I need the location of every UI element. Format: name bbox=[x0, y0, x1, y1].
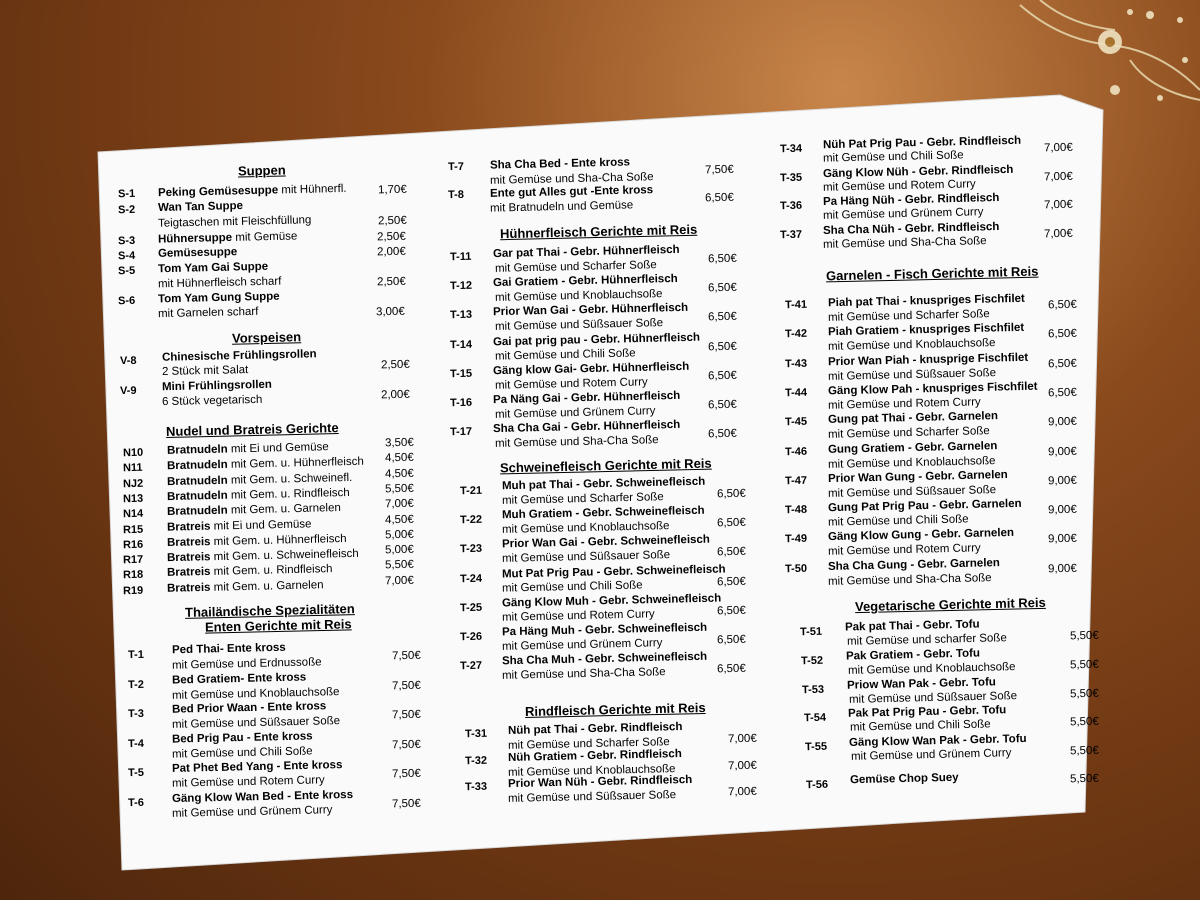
dish-desc: mit Gemüse und Erdnussoße bbox=[171, 656, 322, 672]
dish-code: T-6 bbox=[127, 796, 145, 809]
dish-code: T-47 bbox=[784, 474, 808, 488]
dish-name: Chinesische Frühlingsrollen bbox=[161, 348, 317, 364]
dish-desc: mit Gemüse und Rotem Curry bbox=[171, 774, 325, 790]
dish-code: T-35 bbox=[779, 171, 803, 184]
dish-desc: mit Gemüse und Rotem Curry bbox=[822, 177, 976, 194]
dish-price: 7,00€ bbox=[727, 759, 757, 772]
dish-desc: mit Gemüse und Scharfer Soße bbox=[827, 308, 990, 324]
dish-name: Nüh Gratiem - Gebr. Rindfleisch bbox=[507, 747, 682, 764]
dish-price: 6,50€ bbox=[716, 516, 746, 530]
dish-code: T-23 bbox=[459, 543, 483, 556]
dish-price: 6,50€ bbox=[707, 311, 737, 324]
dish-desc: mit Gemüse und Knoblauchsoße bbox=[501, 520, 670, 537]
dish-price: 9,00€ bbox=[1047, 503, 1077, 517]
dish-name: Pa Häng Nüh - Gebr. Rindfleisch bbox=[822, 192, 1000, 208]
dish-name: Nüh Pat Prig Pau - Gebr. Rindfleisch bbox=[822, 134, 1022, 152]
heading-vorspeisen: Vorspeisen bbox=[231, 329, 302, 346]
dish-price: 4,50€ bbox=[384, 451, 414, 465]
dish-name: Tom Yam Gung Suppe bbox=[157, 290, 280, 306]
dish-price: 6,50€ bbox=[716, 546, 746, 559]
dish-price: 6,50€ bbox=[1047, 327, 1077, 341]
dish-name: Muh pat Thai - Gebr. Schweinefleisch bbox=[501, 475, 706, 493]
dish-desc: mit Gemüse und Chili Soße bbox=[827, 513, 969, 529]
dish-code: T-13 bbox=[449, 309, 473, 322]
dish-price: 6,50€ bbox=[707, 252, 737, 266]
dish-desc: mit Gemüse und Rotem Curry bbox=[827, 396, 981, 412]
dish-desc: mit Gemüse und Chili Soße bbox=[501, 579, 643, 595]
dish-desc: mit Gemüse und Chili Soße bbox=[849, 718, 991, 734]
dish-name: Gäng Klow Muh - Gebr. Schweinefleisch bbox=[501, 592, 722, 610]
dish-code: T-2 bbox=[127, 678, 145, 691]
dish-code: T-49 bbox=[784, 533, 808, 546]
dish-code: S-2 bbox=[117, 203, 136, 217]
dish-desc: mit Gemüse und Süßsauer Soße bbox=[827, 483, 997, 500]
dish-desc: mit Gemüse und Knoblauchsoße bbox=[171, 685, 340, 702]
dish-name: Gung pat Thai - Gebr. Garnelen bbox=[827, 410, 999, 427]
dish-name: Bratnudeln mit Gem. u. Hühnerfleisch bbox=[166, 456, 364, 473]
dish-desc: mit Gemüse und Süßsauer Soße bbox=[171, 715, 341, 731]
dish-code: T-21 bbox=[459, 484, 483, 498]
heading-thai: Thailändische Spezialitäten bbox=[184, 601, 355, 620]
dish-name: Gar pat Thai - Gebr. Hühnerfleisch bbox=[492, 243, 680, 261]
dish-name: Teigtaschen mit Fleischfüllung bbox=[157, 214, 312, 230]
dish-name: Gäng Klow Gung - Gebr. Garnelen bbox=[827, 527, 1015, 544]
dish-name: Bratnudeln mit Gem. u. Rindfleisch bbox=[166, 486, 350, 503]
dish-code: T-41 bbox=[784, 298, 808, 312]
dish-desc: mit Gemüse und Süßsauer Soße bbox=[848, 689, 1018, 706]
dish-code: T-55 bbox=[804, 740, 827, 754]
dish-code: T-52 bbox=[801, 654, 824, 668]
dish-code: T-50 bbox=[784, 562, 808, 575]
dish-code: T-56 bbox=[805, 778, 829, 792]
dish-desc: mit Gemüse und Sha-Cha Soße bbox=[822, 234, 987, 251]
dish-price: 5,50€ bbox=[1069, 629, 1099, 643]
dish-code: T-11 bbox=[449, 250, 472, 264]
dish-desc: mit Gemüse und Grünem Curry bbox=[822, 206, 984, 222]
dish-code: T-44 bbox=[784, 386, 808, 400]
dish-desc: mit Gemüse und Knoblauchsoße bbox=[494, 288, 663, 305]
dish-desc: mit Gemüse und Scharfer Soße bbox=[501, 491, 664, 507]
dish-code: S-6 bbox=[117, 294, 136, 308]
dish-price: 6,50€ bbox=[716, 575, 746, 588]
dish-price: 4,50€ bbox=[384, 467, 414, 480]
dish-code: T-42 bbox=[784, 328, 808, 341]
dish-price: 6,50€ bbox=[707, 398, 737, 412]
dish-name: Gäng Klow Wan Pak - Gebr. Tofu bbox=[848, 733, 1027, 750]
dish-name: Bratreis mit Gem. u. Hühnerfleisch bbox=[166, 532, 347, 549]
dish-name: Bratreis mit Gem. u. Garnelen bbox=[166, 578, 324, 595]
dish-code: R15 bbox=[122, 523, 144, 536]
dish-desc: mit Bratnudeln und Gemüse bbox=[489, 199, 634, 215]
dish-name: Tom Yam Gai Suppe bbox=[157, 260, 269, 276]
dish-name: Muh Gratiem - Gebr. Schweinefleisch bbox=[501, 504, 705, 522]
dish-price: 7,00€ bbox=[727, 785, 757, 799]
dish-price: 9,00€ bbox=[1047, 474, 1077, 488]
dish-name: 6 Stück vegetarisch bbox=[161, 393, 263, 409]
dish-name: Gäng Klow Nüh - Gebr. Rindfleisch bbox=[822, 163, 1014, 180]
dish-desc: mit Gemüse und Süßsauer Soße bbox=[501, 549, 671, 566]
dish-desc: mit Gemüse und Scharfer Soße bbox=[494, 259, 657, 275]
dish-name: Pa Häng Muh - Gebr. Schweinefleisch bbox=[501, 621, 708, 639]
dish-code: T-25 bbox=[459, 601, 483, 615]
dish-price: 5,00€ bbox=[384, 543, 414, 557]
dish-name: Wan Tan Suppe bbox=[157, 200, 244, 214]
dish-price: 9,00€ bbox=[1047, 415, 1077, 429]
dish-name: Gäng Klow Pah - knuspriges Fischfilet bbox=[827, 380, 1038, 398]
dish-desc: mit Gemüse und Knoblauchsoße bbox=[827, 454, 996, 471]
dish-name: Nüh pat Thai - Gebr. Rindfleisch bbox=[507, 721, 683, 737]
dish-code: T-24 bbox=[459, 572, 483, 585]
dish-code: T-51 bbox=[799, 625, 823, 639]
dish-name: Bed Gratiem- Ente kross bbox=[171, 670, 307, 687]
dish-price: 7,00€ bbox=[1043, 141, 1073, 155]
dish-price: 9,00€ bbox=[1047, 445, 1077, 458]
dish-code: R18 bbox=[122, 569, 144, 582]
dish-name: Sha Cha Nüh - Gebr. Rindfleisch bbox=[822, 220, 1000, 237]
dish-name: Bratnudeln mit Gem. u. Schweinefl. bbox=[166, 471, 353, 488]
dish-price: 7,00€ bbox=[1043, 198, 1073, 212]
dish-code: T-48 bbox=[784, 503, 808, 517]
dish-price: 7,00€ bbox=[727, 732, 757, 746]
dish-name: Pat Phet Bed Yang - Ente kross bbox=[171, 759, 343, 775]
dish-desc: mit Gemüse und Rotem Curry bbox=[494, 376, 648, 392]
dish-desc: mit Gemüse und Grünem Curry bbox=[171, 803, 333, 820]
dish-name: Gai Gratiem - Gebr. Hühnerfleisch bbox=[492, 273, 678, 290]
dish-code: S-5 bbox=[117, 264, 136, 278]
dish-code: T-32 bbox=[464, 754, 488, 767]
dish-code: R16 bbox=[122, 538, 144, 552]
dish-price: 5,50€ bbox=[1069, 658, 1099, 672]
dish-code: T-53 bbox=[802, 683, 825, 696]
dish-name: Pak Pat Prig Pau - Gebr. Tofu bbox=[847, 704, 1007, 721]
dish-code: T-54 bbox=[803, 712, 826, 725]
dish-name: mit Hühnerfleisch scharf bbox=[157, 275, 282, 291]
dish-price: 3,50€ bbox=[384, 436, 414, 450]
dish-price: 7,00€ bbox=[1043, 227, 1073, 240]
dish-price: 6,50€ bbox=[1047, 386, 1077, 400]
dish-code: T-27 bbox=[459, 659, 483, 673]
dish-code: T-12 bbox=[449, 279, 473, 293]
dish-price: 7,00€ bbox=[384, 574, 414, 588]
dish-code: T-16 bbox=[449, 396, 473, 410]
dish-name: Gäng klow Gai- Gebr. Hühnerfleisch bbox=[492, 360, 690, 378]
dish-code: S-3 bbox=[117, 234, 136, 248]
dish-price: 6,50€ bbox=[716, 662, 746, 676]
heading-garnelen: Garnelen - Fisch Gerichte mit Reis bbox=[825, 263, 1039, 284]
dish-price: 7,50€ bbox=[391, 679, 421, 692]
dish-price: 6,50€ bbox=[1047, 298, 1077, 312]
dish-price: 6,50€ bbox=[716, 604, 746, 618]
dish-code: T-33 bbox=[464, 780, 488, 794]
dish-name: Peking Gemüsesuppe mit Hühnerfl. bbox=[157, 182, 347, 200]
dish-price: 3,00€ bbox=[376, 305, 406, 319]
heading-huhn: Hühnerfleisch Gerichte mit Reis bbox=[499, 221, 698, 242]
dish-code: T-5 bbox=[127, 766, 145, 780]
dish-name: Ped Thai- Ente kross bbox=[171, 641, 286, 657]
dish-name: Hühnersuppe mit Gemüse bbox=[157, 230, 298, 246]
dish-name: Bed Prig Pau - Ente kross bbox=[171, 729, 313, 746]
dish-desc: mit Gemüse und Scharfer Soße bbox=[827, 425, 990, 442]
dish-name: Priow Wan Pak - Gebr. Tofu bbox=[846, 675, 997, 692]
dish-code: T-34 bbox=[779, 142, 803, 156]
dish-desc: mit Gemüse und Knoblauchsoße bbox=[827, 337, 996, 354]
dish-name: Bratnudeln mit Gem. u. Garnelen bbox=[166, 502, 341, 519]
dish-code: T-8 bbox=[447, 188, 465, 202]
dish-desc: mit Gemüse und Knoblauchsoße bbox=[847, 660, 1016, 677]
dish-price: 6,50€ bbox=[707, 281, 737, 295]
dish-name: mit Garnelen scharf bbox=[157, 305, 259, 321]
dish-name: Prior Wan Gung - Gebr. Garnelen bbox=[827, 468, 1008, 485]
dish-desc: mit Gemüse und Grünem Curry bbox=[850, 747, 1012, 764]
dish-price: 5,50€ bbox=[1069, 744, 1099, 758]
dish-price: 7,50€ bbox=[391, 708, 421, 722]
dish-code: T-15 bbox=[449, 367, 473, 381]
dish-name: Pa Näng Gai - Gebr. Hühnerfleisch bbox=[492, 389, 681, 407]
dish-name: Gemüsesuppe bbox=[157, 246, 238, 260]
dish-code: T-26 bbox=[459, 630, 483, 644]
dish-price: 2,00€ bbox=[380, 388, 410, 402]
dish-price: 2,50€ bbox=[377, 214, 407, 228]
dish-price: 9,00€ bbox=[1047, 533, 1077, 546]
dish-name: Prior Wan Gai - Gebr. Schweinefleisch bbox=[501, 534, 711, 551]
dish-price: 2,50€ bbox=[380, 358, 410, 372]
dish-price: 4,50€ bbox=[384, 513, 414, 526]
dish-desc: mit Gemüse und Grünem Curry bbox=[494, 405, 656, 421]
dish-desc: mit Gemüse und Chili Soße bbox=[494, 347, 636, 363]
dish-price: 6,50€ bbox=[707, 340, 737, 353]
heading-suppen: Suppen bbox=[237, 162, 286, 179]
dish-code: T-17 bbox=[449, 425, 473, 439]
dish-code: T-36 bbox=[779, 199, 803, 213]
dish-code: T-22 bbox=[459, 513, 483, 527]
dish-name: Pak pat Thai - Gebr. Tofu bbox=[844, 618, 980, 634]
dish-name: Mut Pat Prig Pau - Gebr. Schweinefleisch bbox=[501, 563, 726, 581]
dish-name: Gai pat prig pau - Gebr. Hühnerfleisch bbox=[492, 331, 701, 348]
dish-desc: mit Gemüse und Scharfer Soße bbox=[507, 736, 670, 752]
dish-price: 2,00€ bbox=[377, 245, 407, 259]
dish-code: R19 bbox=[122, 584, 144, 597]
dish-desc: mit Gemüse und Sha-Cha Soße bbox=[501, 666, 666, 683]
dish-code: V-9 bbox=[119, 384, 137, 398]
dish-code: T-37 bbox=[779, 228, 803, 241]
dish-code: T-14 bbox=[449, 338, 473, 351]
heading-nudel: Nudel und Bratreis Gerichte bbox=[165, 420, 339, 439]
dish-price: 6,50€ bbox=[707, 427, 737, 441]
dish-code: T-46 bbox=[784, 445, 808, 458]
dish-code: T-3 bbox=[127, 707, 145, 721]
dish-desc: mit Gemüse und Sha-Cha Soße bbox=[827, 571, 992, 588]
dish-price: 5,50€ bbox=[1069, 772, 1099, 786]
dish-name: Sha Cha Gai - Gebr. Hühnerfleisch bbox=[492, 419, 681, 436]
dish-desc: mit Gemüse und Chili Soße bbox=[171, 744, 313, 761]
dish-price: 7,50€ bbox=[391, 738, 421, 751]
dish-price: 7,50€ bbox=[391, 649, 421, 663]
heading-schwein: Schweinefleisch Gerichte mit Reis bbox=[499, 455, 712, 476]
dish-code: N13 bbox=[122, 492, 144, 506]
dish-code: S-4 bbox=[117, 249, 136, 263]
dish-desc: mit Gemüse und Süßsauer Soße bbox=[494, 317, 664, 334]
dish-price: 7,00€ bbox=[384, 497, 414, 511]
dish-price: 7,50€ bbox=[704, 163, 734, 177]
dish-name: Bratreis mit Ei und Gemüse bbox=[166, 517, 312, 534]
dish-price: 7,50€ bbox=[391, 767, 421, 781]
dish-name: Sha Cha Bed - Ente kross bbox=[489, 156, 631, 172]
dish-name: 2 Stück mit Salat bbox=[161, 364, 249, 378]
heading-rind: Rindfleisch Gerichte mit Reis bbox=[524, 699, 706, 720]
dish-price: 6,50€ bbox=[716, 487, 746, 501]
dish-desc: mit Gemüse und Süßsauer Soße bbox=[827, 366, 997, 383]
dish-code: N14 bbox=[122, 507, 144, 521]
dish-code: V-8 bbox=[119, 354, 137, 368]
dish-name: Piah pat Thai - knuspriges Fischfilet bbox=[827, 292, 1025, 310]
dish-code: T-1 bbox=[127, 648, 145, 662]
dish-price: 5,50€ bbox=[1069, 716, 1099, 729]
dish-name: Sha Cha Muh - Gebr. Schweinefleisch bbox=[501, 650, 708, 668]
dish-price: 2,50€ bbox=[376, 275, 406, 289]
dish-name: Gäng Klow Wan Bed - Ente kross bbox=[171, 788, 354, 805]
dish-price: 1,70€ bbox=[377, 183, 407, 197]
dish-code: R17 bbox=[122, 553, 144, 567]
dish-name: Gung Pat Prig Pau - Gebr. Garnelen bbox=[827, 497, 1022, 515]
dish-name: Bratreis mit Gem. u. Schweinefleisch bbox=[166, 547, 359, 565]
dish-price: 5,50€ bbox=[1069, 687, 1099, 700]
dish-desc: mit Gemüse und Rotem Curry bbox=[827, 542, 981, 559]
dish-name: Bratnudeln mit Ei und Gemüse bbox=[166, 441, 329, 457]
heading-enten: Enten Gerichte mit Reis bbox=[204, 616, 352, 635]
dish-name: Prior Wan Piah - knusprige Fischfilet bbox=[827, 351, 1029, 368]
dish-desc: mit Gemüse und Chili Soße bbox=[822, 149, 964, 165]
dish-name: Prior Wan Nüh - Gebr. Rindfleisch bbox=[507, 773, 693, 791]
dish-name: Mini Frühlingsrollen bbox=[161, 378, 273, 394]
dish-price: 5,50€ bbox=[384, 482, 414, 496]
dish-code: T-45 bbox=[784, 415, 808, 429]
dish-code: T-4 bbox=[127, 737, 145, 750]
dish-price: 6,50€ bbox=[704, 191, 734, 205]
dish-name: Ente gut Alles gut -Ente kross bbox=[489, 184, 654, 200]
dish-price: 7,50€ bbox=[391, 797, 421, 810]
dish-price: 6,50€ bbox=[716, 633, 746, 647]
dish-name: Sha Cha Gung - Gebr. Garnelen bbox=[827, 556, 1001, 573]
dish-code: T-7 bbox=[447, 160, 465, 174]
dish-name: Bed Prior Waan - Ente kross bbox=[171, 700, 327, 716]
dish-price: 2,50€ bbox=[377, 230, 407, 244]
dish-code: N11 bbox=[122, 462, 143, 475]
dish-desc: mit Gemüse und Sha-Cha Soße bbox=[489, 171, 654, 187]
dish-code: NJ2 bbox=[122, 477, 144, 490]
dish-desc: mit Gemüse und scharfer Soße bbox=[846, 632, 1007, 648]
dish-price: 9,00€ bbox=[1047, 562, 1077, 576]
dish-name: Pak Gratiem - Gebr. Tofu bbox=[845, 647, 981, 663]
dish-code: N10 bbox=[122, 446, 144, 460]
dish-name: Prior Wan Gai - Gebr. Hühnerfleisch bbox=[492, 302, 689, 319]
dish-price: 6,50€ bbox=[707, 369, 737, 383]
dish-price: 5,00€ bbox=[384, 528, 414, 542]
dish-code: T-43 bbox=[784, 357, 808, 370]
dish-code: T-31 bbox=[464, 727, 488, 741]
dish-name: Bratreis mit Gem. u. Rindfleisch bbox=[166, 563, 333, 580]
dish-price: 7,00€ bbox=[1043, 170, 1073, 183]
heading-veg: Vegetarische Gerichte mit Reis bbox=[854, 594, 1046, 615]
dish-price: 6,50€ bbox=[1047, 357, 1077, 370]
dish-name: Gemüse Chop Suey bbox=[849, 771, 959, 787]
dish-desc: mit Gemüse und Süßsauer Soße bbox=[507, 789, 677, 805]
dish-name: Gung Gratiem - Gebr. Garnelen bbox=[827, 439, 998, 456]
dish-desc: mit Gemüse und Knoblauchsoße bbox=[507, 762, 676, 779]
dish-price: 5,50€ bbox=[384, 559, 414, 572]
dish-desc: mit Gemüse und Grünem Curry bbox=[501, 637, 663, 653]
dish-name: Piah Gratiem - knuspriges Fischfilet bbox=[827, 322, 1025, 339]
dish-code: S-1 bbox=[117, 187, 136, 201]
dish-desc: mit Gemüse und Sha-Cha Soße bbox=[494, 434, 659, 451]
dish-desc: mit Gemüse und Rotem Curry bbox=[501, 608, 655, 624]
